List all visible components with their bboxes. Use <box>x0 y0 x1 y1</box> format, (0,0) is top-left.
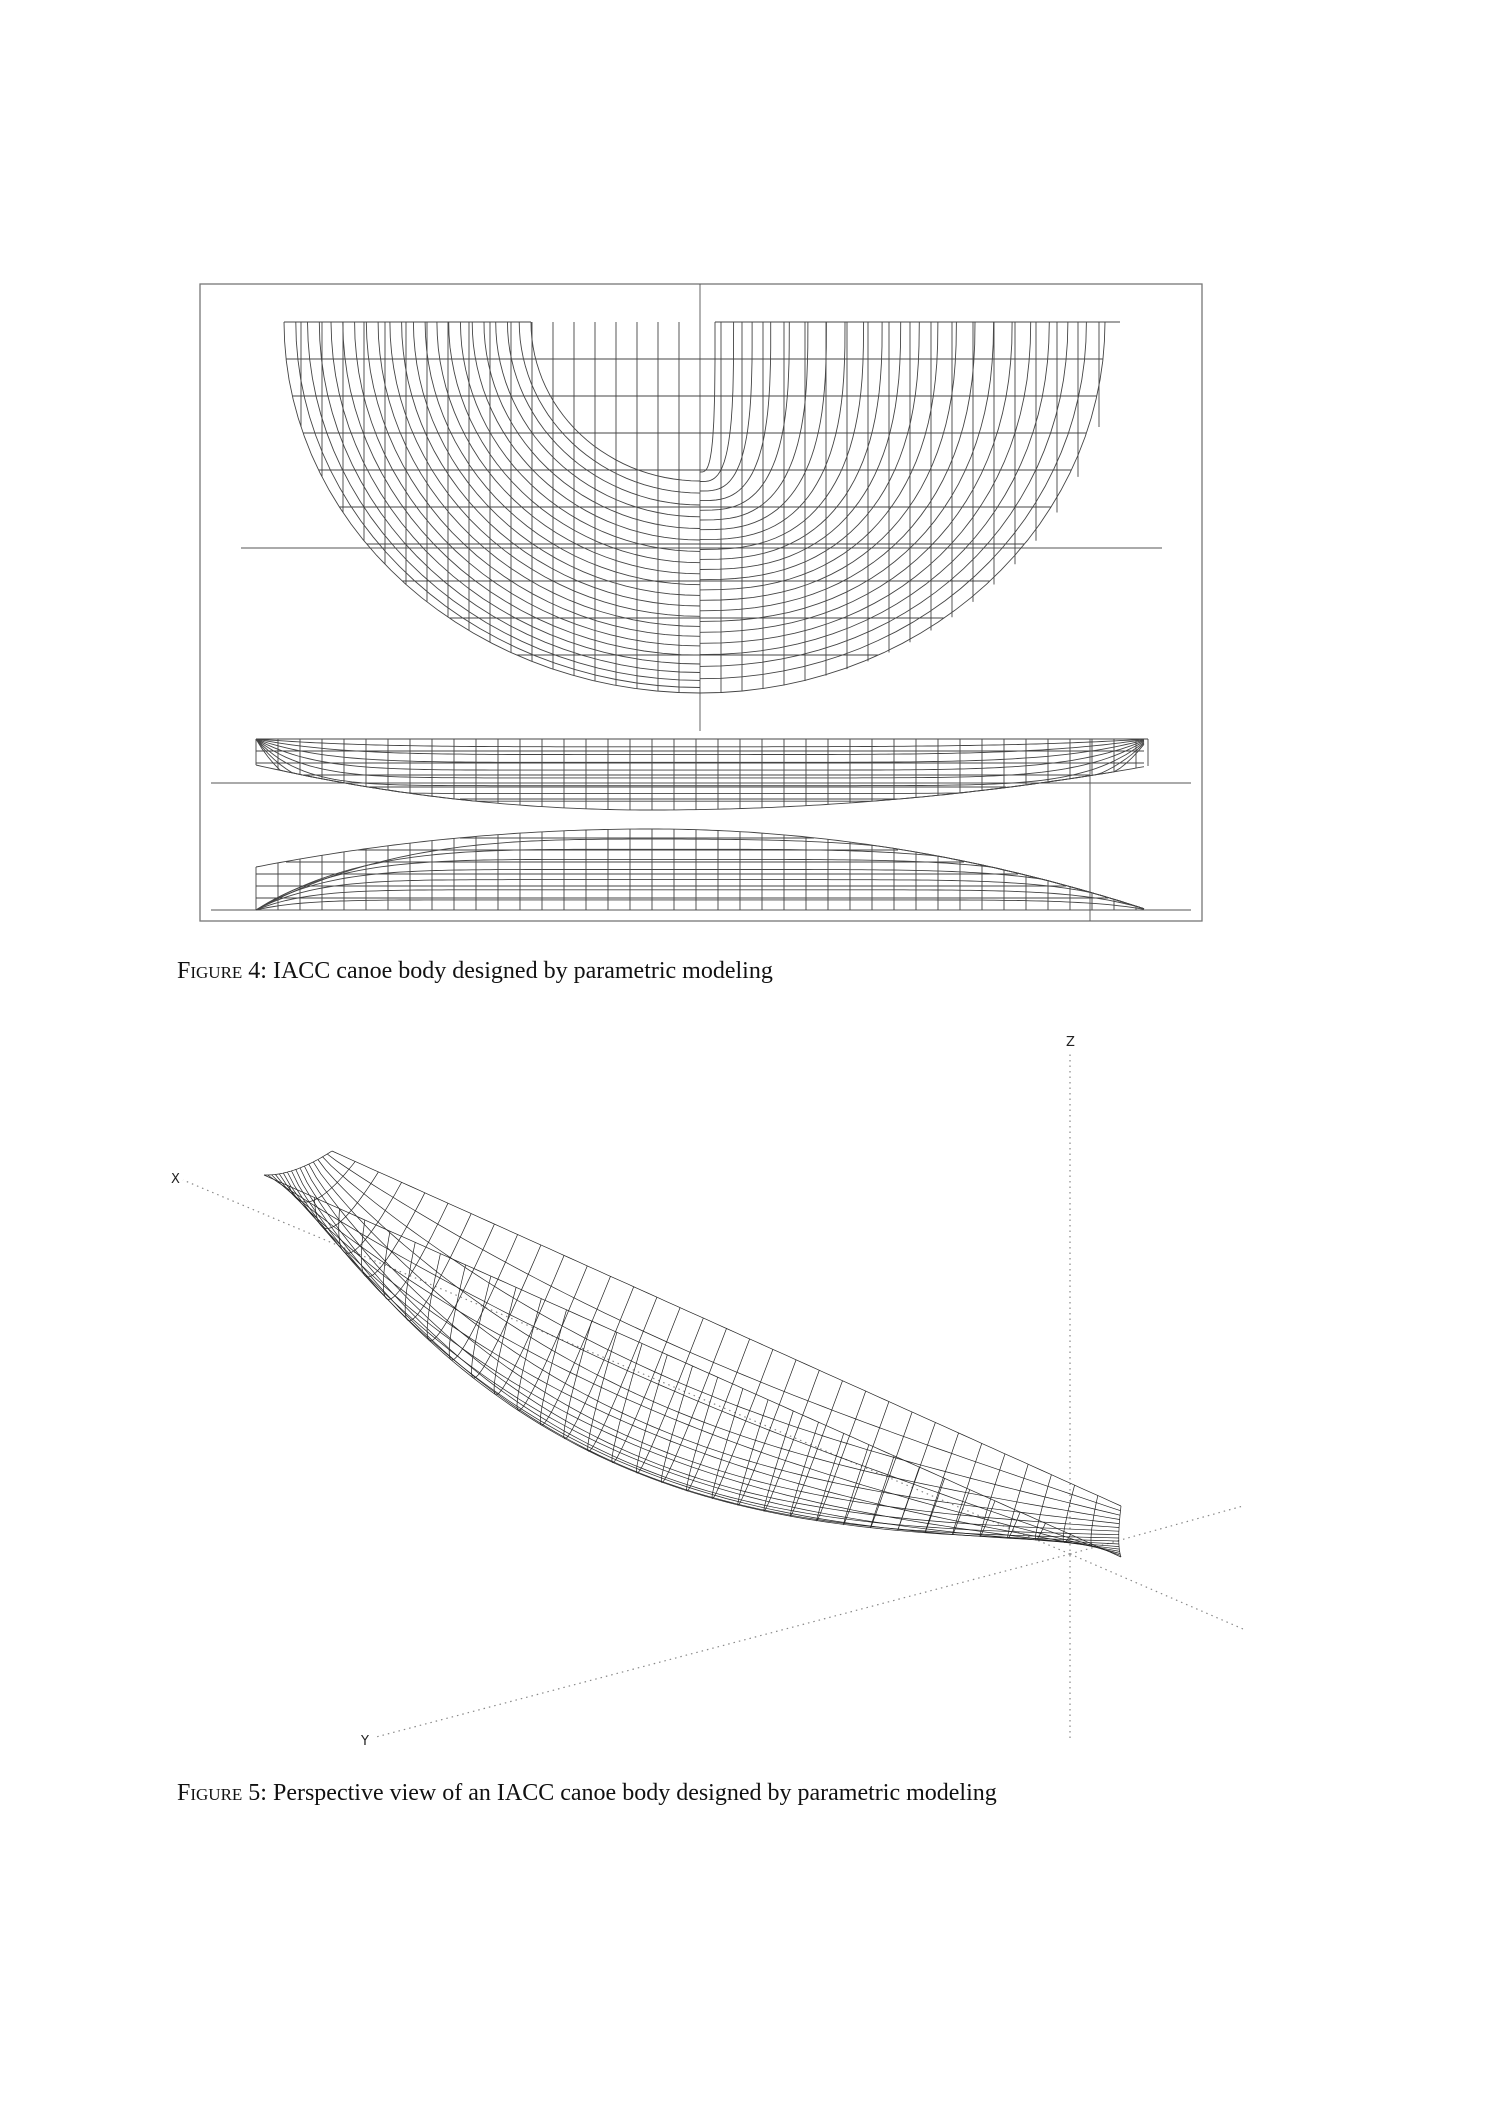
figure-4-caption <box>177 958 773 985</box>
mesh-section-line <box>764 1370 819 1511</box>
mesh-section-line <box>844 1402 889 1525</box>
mesh-longitudinal-line <box>283 1173 1119 1547</box>
canoe-mesh <box>264 1151 1121 1557</box>
y-axis <box>376 1554 1070 1737</box>
mesh-longitudinal-line <box>268 1175 1121 1555</box>
x-axis-label: X <box>171 1172 180 1187</box>
mesh-section-line <box>314 1172 378 1229</box>
mesh-longitudinal-line <box>264 1175 1121 1557</box>
mesh-longitudinal-line <box>318 1160 1120 1520</box>
mesh-section-line <box>383 1203 448 1299</box>
figure-5-label: Figure 5: <box>177 1780 267 1806</box>
figure-4-caption-text: IACC canoe body designed by parametric modeling <box>272 958 773 984</box>
mesh-longitudinal-line <box>279 1174 1119 1549</box>
mesh-longitudinal-line <box>275 1175 1119 1552</box>
mesh-longitudinal-line <box>323 1157 1121 1515</box>
mesh-section-line <box>339 1182 402 1253</box>
mesh-section-line <box>449 1235 517 1361</box>
figure-5-caption <box>177 1780 997 1807</box>
mesh-section-line <box>980 1454 1005 1537</box>
mesh-section-line <box>898 1423 936 1531</box>
mesh-section-line <box>712 1349 773 1498</box>
mesh-section-line <box>817 1391 866 1521</box>
mesh-longitudinal-line <box>332 1151 1121 1506</box>
mesh-section-line <box>517 1266 587 1411</box>
mesh-longitudinal-line <box>272 1175 1121 1554</box>
mesh-longitudinal-line <box>300 1168 1119 1535</box>
z-axis-label: Z <box>1066 1035 1075 1050</box>
mesh-section-line <box>264 1151 332 1175</box>
mesh-longitudinal-line <box>309 1164 1119 1527</box>
y-axis-label: Y <box>361 1734 369 1749</box>
figure-4-label: Figure 4: <box>177 958 267 984</box>
y-axis-extension <box>1070 1554 1243 1629</box>
figure-5-caption-text: Perspective view of an IACC canoe body designed by parametric modeling <box>272 1780 997 1806</box>
x-axis <box>183 1180 1070 1554</box>
mesh-longitudinal-line <box>304 1166 1119 1531</box>
mesh-section-line <box>472 1245 541 1378</box>
